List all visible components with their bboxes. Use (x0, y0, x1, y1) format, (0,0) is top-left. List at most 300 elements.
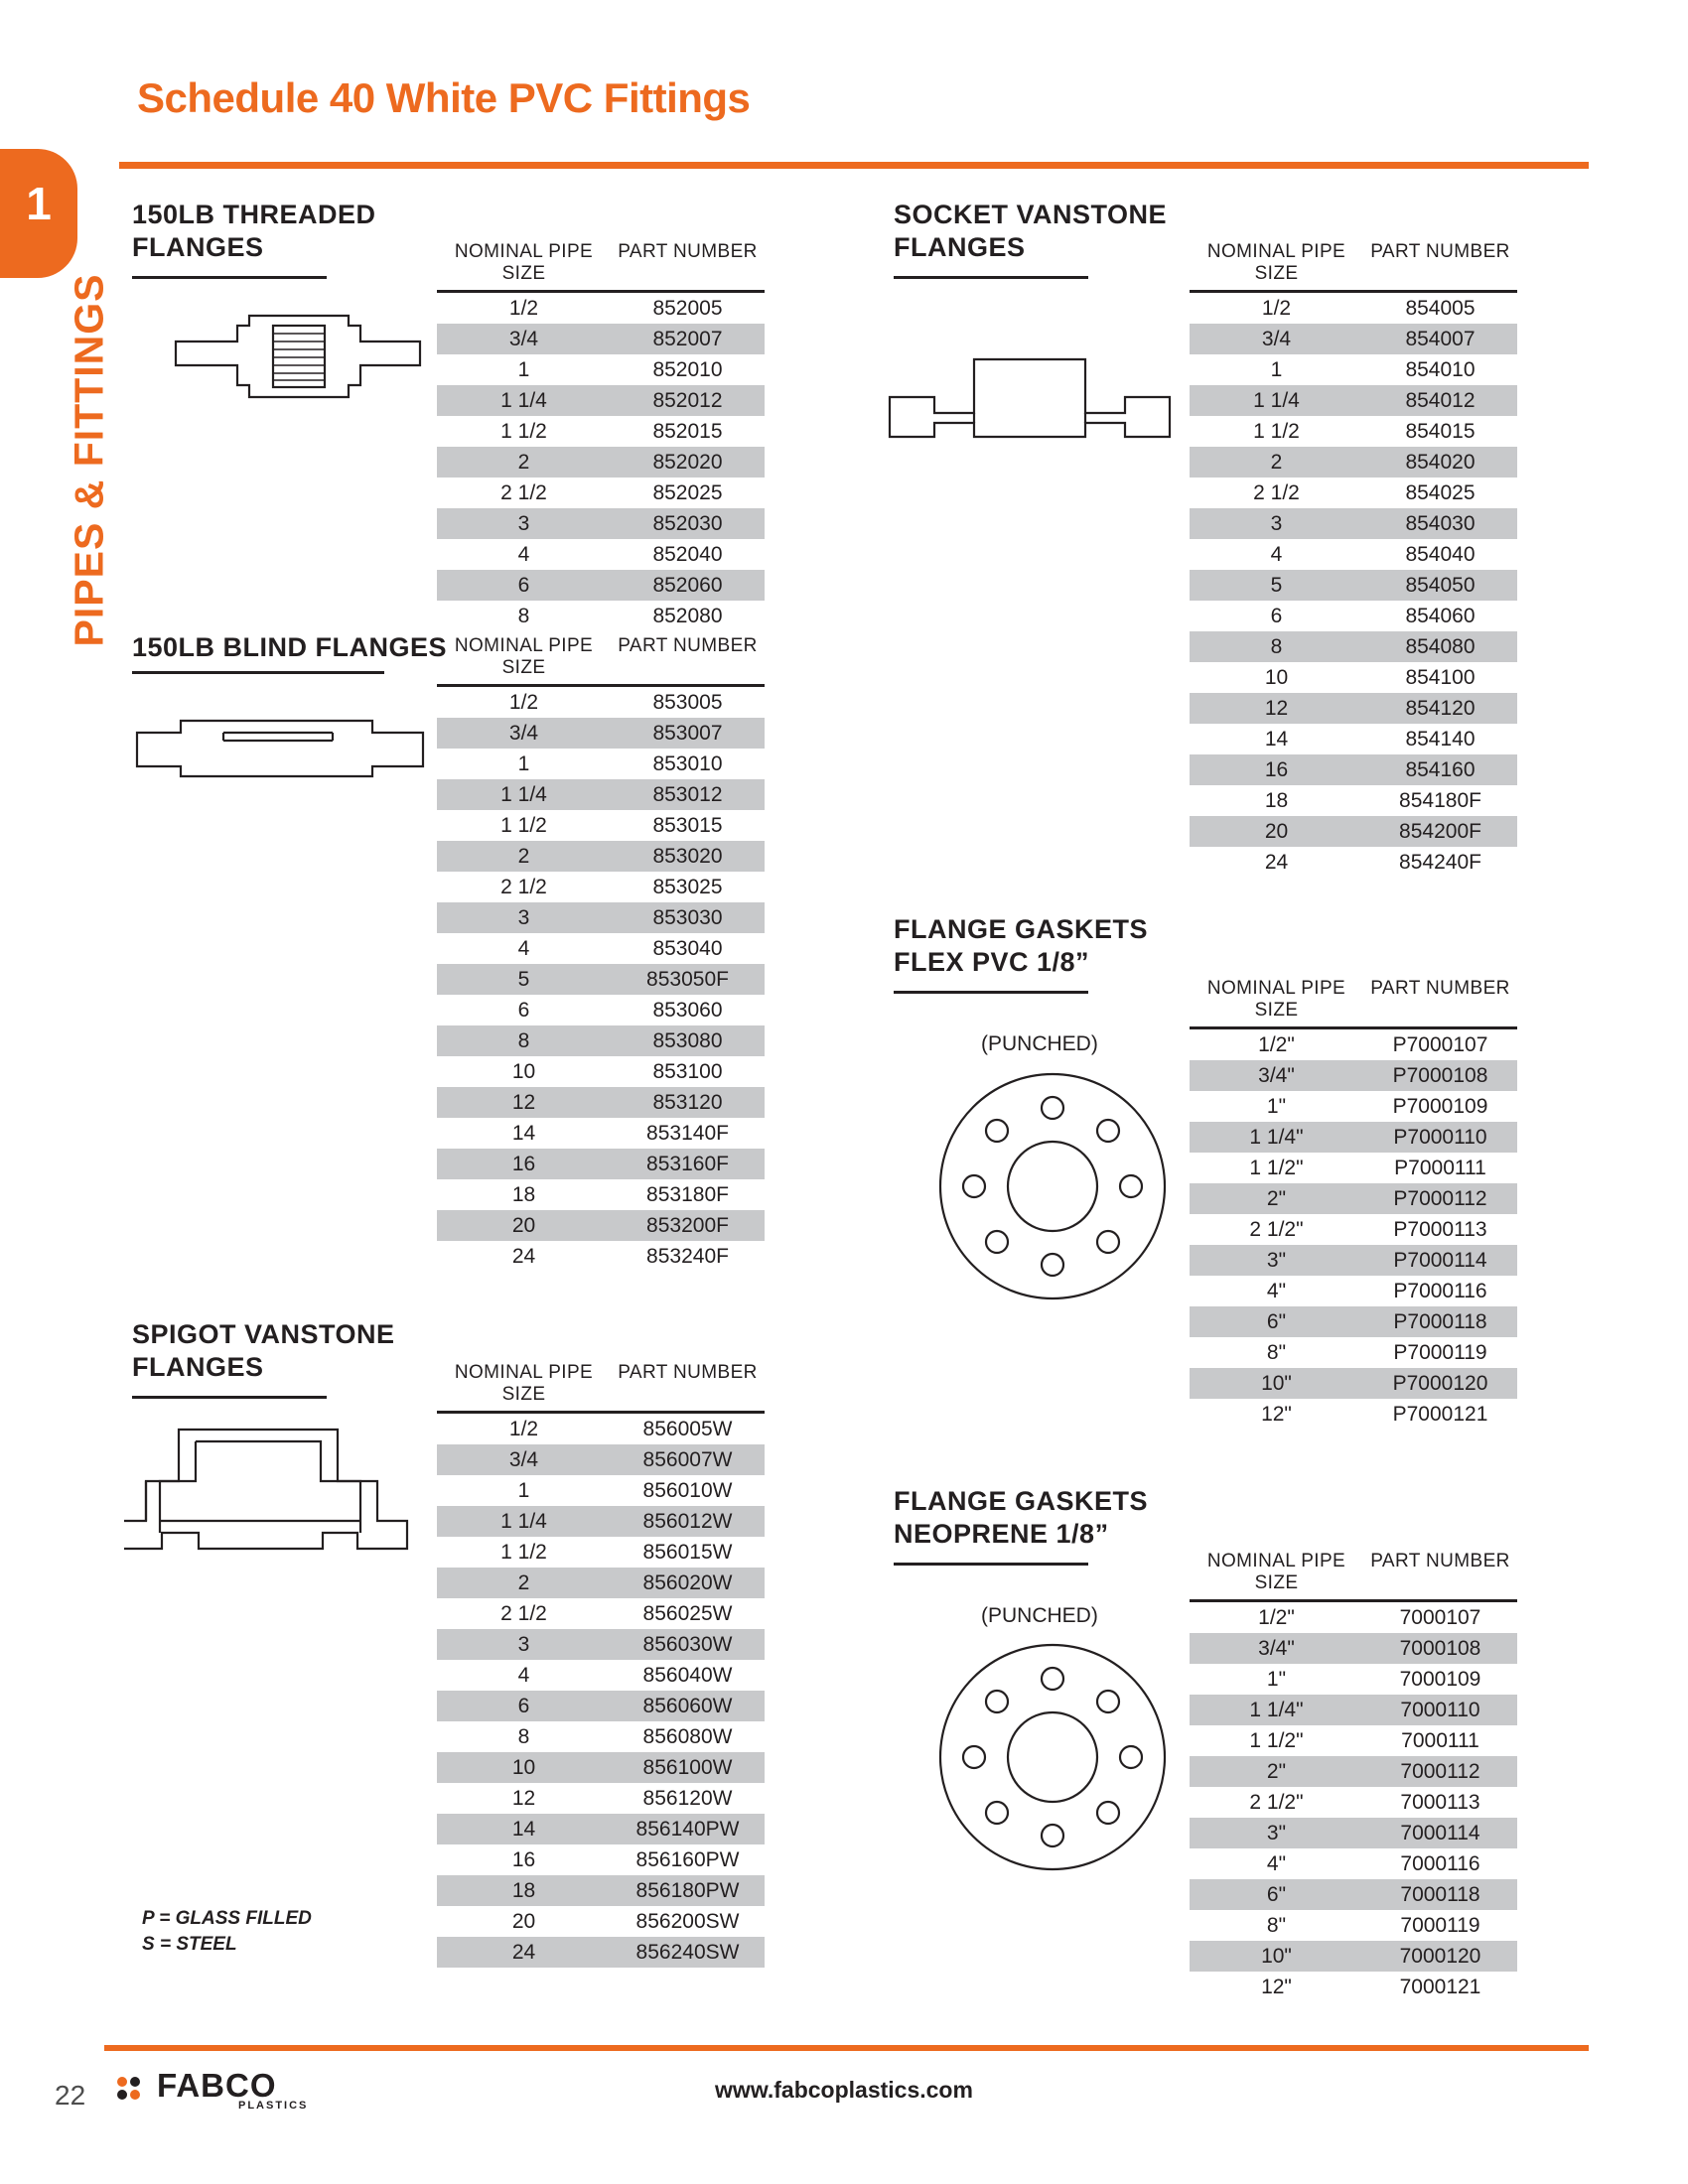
table-row (437, 779, 765, 810)
cell-nominal-pipe-size: 24 (511, 1941, 536, 1964)
header-divider (119, 162, 1589, 169)
cell-nominal-pipe-size: 6 (517, 574, 530, 597)
cell-part-number: 853020 (652, 845, 723, 868)
table-row (437, 1056, 765, 1087)
table-row (1190, 1725, 1517, 1756)
table-row (437, 1629, 765, 1660)
cell-nominal-pipe-size: 1 1/2 (500, 1541, 547, 1564)
table-row (437, 687, 765, 718)
table-row (437, 995, 765, 1025)
cell-nominal-pipe-size: 10" (1261, 1372, 1292, 1395)
table-header (437, 241, 765, 293)
table-row (1190, 1848, 1517, 1879)
col-nominal-pipe-size: NOMINAL PIPE SIZE (454, 635, 594, 678)
cell-part-number: P7000111 (1394, 1157, 1486, 1179)
cell-part-number: 853240F (646, 1245, 729, 1268)
table-row (437, 1568, 765, 1598)
cell-nominal-pipe-size: 3 (517, 906, 530, 929)
cell-nominal-pipe-size: 1 (1270, 358, 1283, 381)
table-row (1190, 385, 1517, 416)
section-rule-gasket-flex (894, 991, 1088, 994)
cell-part-number: 856030W (642, 1633, 733, 1656)
table-threaded-flanges (437, 241, 765, 631)
col-nominal-pipe-size: NOMINAL PIPE SIZE (1206, 241, 1346, 284)
cell-nominal-pipe-size: 12" (1261, 1403, 1292, 1426)
cell-part-number: 852040 (652, 543, 723, 566)
section-title-gasket-flex: FLANGE GASKETS FLEX PVC 1/8” (894, 914, 1149, 977)
section-title-socket-vanstone: SOCKET VANSTONE FLANGES (894, 200, 1168, 262)
table-row (1190, 1818, 1517, 1848)
table-gasket-flex-pvc (1190, 978, 1517, 1430)
cell-nominal-pipe-size: 8 (517, 605, 530, 627)
table-row (1190, 1276, 1517, 1306)
table-row (437, 539, 765, 570)
table-row (437, 841, 765, 872)
logo-subtitle: PLASTICS (238, 2100, 309, 2112)
table-row (437, 324, 765, 354)
table-row (437, 1937, 765, 1968)
cell-nominal-pipe-size: 4 (517, 543, 530, 566)
cell-nominal-pipe-size: 24 (511, 1245, 536, 1268)
cell-part-number: 856005W (642, 1418, 733, 1440)
table-header (1190, 978, 1517, 1029)
col-nominal-pipe-size: NOMINAL PIPE SIZE (1206, 978, 1346, 1021)
cell-part-number: 856200SW (635, 1910, 740, 1933)
cell-nominal-pipe-size: 20 (1264, 820, 1289, 843)
cell-part-number: 853060 (652, 999, 723, 1022)
cell-part-number: 853005 (652, 691, 723, 714)
cell-part-number: 7000108 (1399, 1637, 1481, 1660)
cell-part-number: 854120 (1405, 697, 1476, 720)
cell-nominal-pipe-size: 3 (1270, 512, 1283, 535)
cell-nominal-pipe-size: 10 (511, 1060, 536, 1083)
cell-part-number: 854012 (1405, 389, 1476, 412)
cell-nominal-pipe-size: 5 (1270, 574, 1283, 597)
cell-nominal-pipe-size: 3" (1266, 1822, 1287, 1844)
cell-nominal-pipe-size: 3" (1266, 1249, 1287, 1272)
table-row (1190, 1756, 1517, 1787)
page-title: Schedule 40 White PVC Fittings (137, 74, 751, 121)
cell-part-number: 854200F (1399, 820, 1481, 843)
table-row (1190, 447, 1517, 478)
table-header (437, 635, 765, 687)
table-row (1190, 693, 1517, 724)
cell-nominal-pipe-size: 2 1/2 (1253, 481, 1300, 504)
cell-part-number: 853160F (646, 1153, 729, 1175)
cell-part-number: 852005 (652, 297, 723, 320)
cell-part-number: 7000116 (1400, 1852, 1480, 1875)
section-rule-socket (894, 276, 1088, 279)
table-row (1190, 570, 1517, 601)
cell-nominal-pipe-size: 10 (511, 1756, 536, 1779)
table-row (1190, 1091, 1517, 1122)
cell-part-number: 7000121 (1399, 1976, 1481, 1998)
table-row (1190, 1122, 1517, 1153)
cell-nominal-pipe-size: 1 (517, 358, 530, 381)
cell-part-number: 856025W (642, 1602, 733, 1625)
cell-nominal-pipe-size: 14 (511, 1122, 536, 1145)
cell-part-number: 854140 (1405, 728, 1476, 751)
cell-part-number: P7000116 (1393, 1280, 1487, 1302)
cell-part-number: 854060 (1405, 605, 1476, 627)
table-row (437, 1149, 765, 1179)
cell-nominal-pipe-size: 2 (517, 451, 530, 474)
col-part-number: PART NUMBER (618, 241, 758, 262)
cell-part-number: 856240SW (635, 1941, 740, 1964)
table-row (1190, 601, 1517, 631)
cell-nominal-pipe-size: 1/2 (508, 297, 539, 320)
cell-part-number: 856180PW (635, 1879, 740, 1902)
cell-part-number: 854007 (1405, 328, 1476, 350)
table-gasket-neoprene (1190, 1551, 1517, 2002)
cell-part-number: 854015 (1405, 420, 1476, 443)
cell-part-number: 854100 (1405, 666, 1476, 689)
cell-part-number: 853007 (652, 722, 723, 745)
table-row (1190, 324, 1517, 354)
table-row (437, 1118, 765, 1149)
table-row (1190, 1602, 1517, 1633)
col-nominal-pipe-size: NOMINAL PIPE SIZE (454, 1362, 594, 1405)
cell-nominal-pipe-size: 2 (517, 845, 530, 868)
cell-part-number: 856080W (642, 1725, 733, 1748)
table-row (1190, 1972, 1517, 2002)
table-row (1190, 1337, 1517, 1368)
cell-part-number: 853180F (646, 1183, 729, 1206)
cell-part-number: P7000107 (1392, 1033, 1488, 1056)
table-row (437, 933, 765, 964)
cell-nominal-pipe-size: 14 (1264, 728, 1289, 751)
table-row (1190, 293, 1517, 324)
cell-nominal-pipe-size: 3/4" (1258, 1637, 1295, 1660)
cell-part-number: 854020 (1405, 451, 1476, 474)
table-row (437, 385, 765, 416)
chapter-number: 1 (26, 178, 52, 229)
table-row (437, 1444, 765, 1475)
table-row (437, 1783, 765, 1814)
cell-part-number: 854240F (1399, 851, 1481, 874)
cell-part-number: 852060 (652, 574, 723, 597)
table-row (437, 1537, 765, 1568)
spigot-vanstone-drawing (124, 1422, 422, 1561)
cell-part-number: 854010 (1405, 358, 1476, 381)
table-row (437, 1721, 765, 1752)
table-row (1190, 1306, 1517, 1337)
cell-nominal-pipe-size: 2 1/2" (1249, 1791, 1304, 1814)
cell-part-number: 852007 (652, 328, 723, 350)
cell-nominal-pipe-size: 6 (1270, 605, 1283, 627)
table-row (1190, 785, 1517, 816)
table-row (437, 570, 765, 601)
cell-part-number: P7000113 (1393, 1218, 1487, 1241)
cell-part-number: 856007W (642, 1448, 733, 1471)
cell-nominal-pipe-size: 6" (1266, 1310, 1287, 1333)
table-row (1190, 1153, 1517, 1183)
table-row (437, 1475, 765, 1506)
cell-part-number: 854005 (1405, 297, 1476, 320)
table-row (1190, 539, 1517, 570)
cell-part-number: 853010 (652, 752, 723, 775)
cell-part-number: 852030 (652, 512, 723, 535)
cell-nominal-pipe-size: 8" (1266, 1914, 1287, 1937)
table-row (437, 1241, 765, 1272)
cell-part-number: P7000120 (1392, 1372, 1488, 1395)
cell-nominal-pipe-size: 16 (511, 1848, 536, 1871)
table-row (1190, 416, 1517, 447)
blind-flange-drawing (129, 715, 437, 784)
cell-part-number: 856100W (642, 1756, 733, 1779)
section-title-gasket-neoprene: FLANGE GASKETS NEOPRENE 1/8” (894, 1486, 1149, 1549)
table-row (437, 1660, 765, 1691)
cell-nominal-pipe-size: 6 (517, 1695, 530, 1717)
cell-nominal-pipe-size: 1 1/4 (1253, 389, 1300, 412)
cell-nominal-pipe-size: 20 (511, 1910, 536, 1933)
cell-nominal-pipe-size: 1 1/2 (500, 814, 547, 837)
cell-nominal-pipe-size: 1 (517, 1479, 530, 1502)
col-nominal-pipe-size: NOMINAL PIPE SIZE (1206, 1551, 1346, 1593)
cell-nominal-pipe-size: 4" (1266, 1852, 1287, 1875)
cell-part-number: 856020W (642, 1571, 733, 1594)
cell-nominal-pipe-size: 12 (1264, 697, 1289, 720)
cell-nominal-pipe-size: 8 (517, 1029, 530, 1052)
cell-part-number: P7000121 (1392, 1403, 1488, 1426)
cell-part-number: 7000107 (1399, 1606, 1481, 1629)
table-row (437, 1844, 765, 1875)
flange-gasket-flex-drawing (933, 1072, 1172, 1300)
cell-nominal-pipe-size: 1/2" (1258, 1606, 1295, 1629)
cell-nominal-pipe-size: 4 (517, 1664, 530, 1687)
cell-nominal-pipe-size: 2 1/2 (500, 1602, 547, 1625)
table-row (1190, 1879, 1517, 1910)
section-title-spigot-vanstone: SPIGOT VANSTONE FLANGES (132, 1319, 395, 1382)
cell-part-number: 856015W (642, 1541, 733, 1564)
table-row (1190, 754, 1517, 785)
table-row (1190, 1368, 1517, 1399)
table-row (437, 1414, 765, 1444)
cell-part-number: P7000108 (1392, 1064, 1488, 1087)
table-socket-vanstone-flanges (1190, 241, 1517, 878)
table-row (1190, 1941, 1517, 1972)
table-row (1190, 478, 1517, 508)
table-row (1190, 662, 1517, 693)
cell-nominal-pipe-size: 1 1/2" (1249, 1157, 1304, 1179)
cell-nominal-pipe-size: 3 (517, 512, 530, 535)
cell-nominal-pipe-size: 14 (511, 1818, 536, 1841)
footer-website: www.fabcoplastics.com (715, 2077, 973, 2103)
cell-part-number: 7000114 (1400, 1822, 1480, 1844)
table-header (437, 1362, 765, 1414)
table-spigot-vanstone-flanges (437, 1362, 765, 1968)
table-row (1190, 354, 1517, 385)
cell-part-number: 853080 (652, 1029, 723, 1052)
cell-part-number: 7000119 (1400, 1914, 1480, 1937)
cell-part-number: 853030 (652, 906, 723, 929)
table-row (1190, 1787, 1517, 1818)
col-part-number: PART NUMBER (618, 635, 758, 656)
logo-name: FABCO (157, 2067, 277, 2104)
table-row (437, 601, 765, 631)
cell-nominal-pipe-size: 1 1/2 (500, 420, 547, 443)
cell-nominal-pipe-size: 3/4 (1261, 328, 1292, 350)
cell-nominal-pipe-size: 4" (1266, 1280, 1287, 1302)
cell-part-number: 852020 (652, 451, 723, 474)
cell-part-number: P7000119 (1393, 1341, 1487, 1364)
cell-part-number: P7000112 (1393, 1187, 1487, 1210)
cell-nominal-pipe-size: 24 (1264, 851, 1289, 874)
cell-part-number: 7000113 (1400, 1791, 1480, 1814)
cell-nominal-pipe-size: 3 (517, 1633, 530, 1656)
table-row (437, 1179, 765, 1210)
cell-nominal-pipe-size: 3/4 (508, 722, 539, 745)
section-rule-gasket-neoprene (894, 1563, 1088, 1566)
cell-part-number: 856160PW (635, 1848, 740, 1871)
table-row (1190, 847, 1517, 878)
table-row (1190, 1399, 1517, 1430)
cell-nominal-pipe-size: 16 (1264, 758, 1289, 781)
col-part-number: PART NUMBER (618, 1362, 758, 1383)
footer-divider (104, 2045, 1589, 2051)
table-row (437, 1506, 765, 1537)
cell-nominal-pipe-size: 1 1/4" (1249, 1699, 1304, 1721)
cell-part-number: 856120W (642, 1787, 733, 1810)
cell-nominal-pipe-size: 18 (511, 1183, 536, 1206)
cell-part-number: 7000120 (1399, 1945, 1481, 1968)
cell-part-number: 7000110 (1400, 1699, 1480, 1721)
cell-part-number: 854025 (1405, 481, 1476, 504)
socket-vanstone-drawing (887, 349, 1175, 459)
table-row (437, 749, 765, 779)
cell-part-number: 854050 (1405, 574, 1476, 597)
cell-nominal-pipe-size: 2 (1270, 451, 1283, 474)
table-row (437, 1210, 765, 1241)
table-row (437, 1691, 765, 1721)
table-row (1190, 508, 1517, 539)
table-row (437, 964, 765, 995)
cell-part-number: 852010 (652, 358, 723, 381)
cell-part-number: P7000110 (1393, 1126, 1487, 1149)
cell-part-number: P7000109 (1392, 1095, 1488, 1118)
table-row (1190, 1214, 1517, 1245)
cell-nominal-pipe-size: 2" (1266, 1760, 1287, 1783)
cell-nominal-pipe-size: 2 1/2 (500, 876, 547, 898)
cell-nominal-pipe-size: 3/4" (1258, 1064, 1295, 1087)
cell-part-number: 852012 (652, 389, 723, 412)
cell-part-number: 7000109 (1399, 1668, 1481, 1691)
cell-nominal-pipe-size: 3/4 (508, 328, 539, 350)
table-row (437, 1087, 765, 1118)
cell-nominal-pipe-size: 12 (511, 1091, 536, 1114)
chapter-tab (0, 149, 77, 278)
section-title-blind-flanges: 150LB BLIND FLANGES (132, 632, 448, 662)
table-row (1190, 1183, 1517, 1214)
table-row (437, 293, 765, 324)
table-row (437, 718, 765, 749)
flange-gasket-neoprene-drawing (933, 1643, 1172, 1871)
section-label: PIPES & FITTINGS (66, 273, 112, 647)
cell-nominal-pipe-size: 8 (517, 1725, 530, 1748)
table-row (437, 1752, 765, 1783)
cell-part-number: 854030 (1405, 512, 1476, 535)
table-row (1190, 816, 1517, 847)
cell-nominal-pipe-size: 6" (1266, 1883, 1287, 1906)
table-row (1190, 1245, 1517, 1276)
table-row (437, 1814, 765, 1844)
cell-nominal-pipe-size: 8" (1266, 1341, 1287, 1364)
cell-part-number: 856040W (642, 1664, 733, 1687)
cell-part-number: P7000114 (1393, 1249, 1487, 1272)
cell-part-number: P7000118 (1393, 1310, 1487, 1333)
cell-part-number: 854080 (1405, 635, 1476, 658)
table-row (437, 1875, 765, 1906)
cell-part-number: 852015 (652, 420, 723, 443)
table-row (437, 416, 765, 447)
section-rule-threaded (132, 276, 327, 279)
cell-part-number: 854040 (1405, 543, 1476, 566)
cell-nominal-pipe-size: 3/4 (508, 1448, 539, 1471)
cell-part-number: 854160 (1405, 758, 1476, 781)
col-part-number: PART NUMBER (1370, 1551, 1510, 1571)
cell-nominal-pipe-size: 1" (1266, 1668, 1287, 1691)
cell-part-number: 7000111 (1401, 1729, 1479, 1752)
table-row (437, 508, 765, 539)
cell-part-number: 853025 (652, 876, 723, 898)
cell-nominal-pipe-size: 1" (1266, 1095, 1287, 1118)
table-row (1190, 1029, 1517, 1060)
cell-nominal-pipe-size: 12 (511, 1787, 536, 1810)
cell-part-number: 853120 (652, 1091, 723, 1114)
table-row (1190, 1910, 1517, 1941)
table-row (1190, 1060, 1517, 1091)
cell-part-number: 856012W (642, 1510, 733, 1533)
table-row (437, 810, 765, 841)
cell-part-number: 853050F (646, 968, 729, 991)
table-row (1190, 1695, 1517, 1725)
cell-nominal-pipe-size: 1 1/2" (1249, 1729, 1304, 1752)
cell-nominal-pipe-size: 2 (517, 1571, 530, 1594)
cell-nominal-pipe-size: 1 1/4 (500, 1510, 547, 1533)
cell-nominal-pipe-size: 2 1/2" (1249, 1218, 1304, 1241)
cell-part-number: 853140F (646, 1122, 729, 1145)
table-header (1190, 1551, 1517, 1602)
cell-nominal-pipe-size: 1 1/4" (1249, 1126, 1304, 1149)
cell-nominal-pipe-size: 6 (517, 999, 530, 1022)
table-blind-flanges (437, 635, 765, 1272)
cell-part-number: 852025 (652, 481, 723, 504)
threaded-flange-drawing (124, 310, 432, 409)
cell-nominal-pipe-size: 20 (511, 1214, 536, 1237)
section-title-threaded-flanges: 150LB THREADED FLANGES (132, 200, 376, 262)
cell-nominal-pipe-size: 1 1/4 (500, 783, 547, 806)
cell-nominal-pipe-size: 5 (517, 968, 530, 991)
table-row (1190, 631, 1517, 662)
cell-nominal-pipe-size: 10" (1261, 1945, 1292, 1968)
table-header (1190, 241, 1517, 293)
cell-part-number: 856010W (642, 1479, 733, 1502)
table-row (1190, 1664, 1517, 1695)
cell-part-number: 853200F (646, 1214, 729, 1237)
cell-nominal-pipe-size: 2" (1266, 1187, 1287, 1210)
cell-nominal-pipe-size: 18 (1264, 789, 1289, 812)
cell-nominal-pipe-size: 18 (511, 1879, 536, 1902)
spigot-note: P = GLASS FILLED S = STEEL (142, 1908, 312, 1955)
cell-nominal-pipe-size: 1/2 (508, 1418, 539, 1440)
cell-nominal-pipe-size: 2 1/2 (500, 481, 547, 504)
table-row (437, 1025, 765, 1056)
cell-nominal-pipe-size: 12" (1261, 1976, 1292, 1998)
cell-part-number: 853012 (652, 783, 723, 806)
gasket-flex-punched-note: (PUNCHED) (981, 1032, 1098, 1055)
section-rule-spigot (132, 1396, 327, 1399)
cell-nominal-pipe-size: 1 1/2 (1253, 420, 1300, 443)
